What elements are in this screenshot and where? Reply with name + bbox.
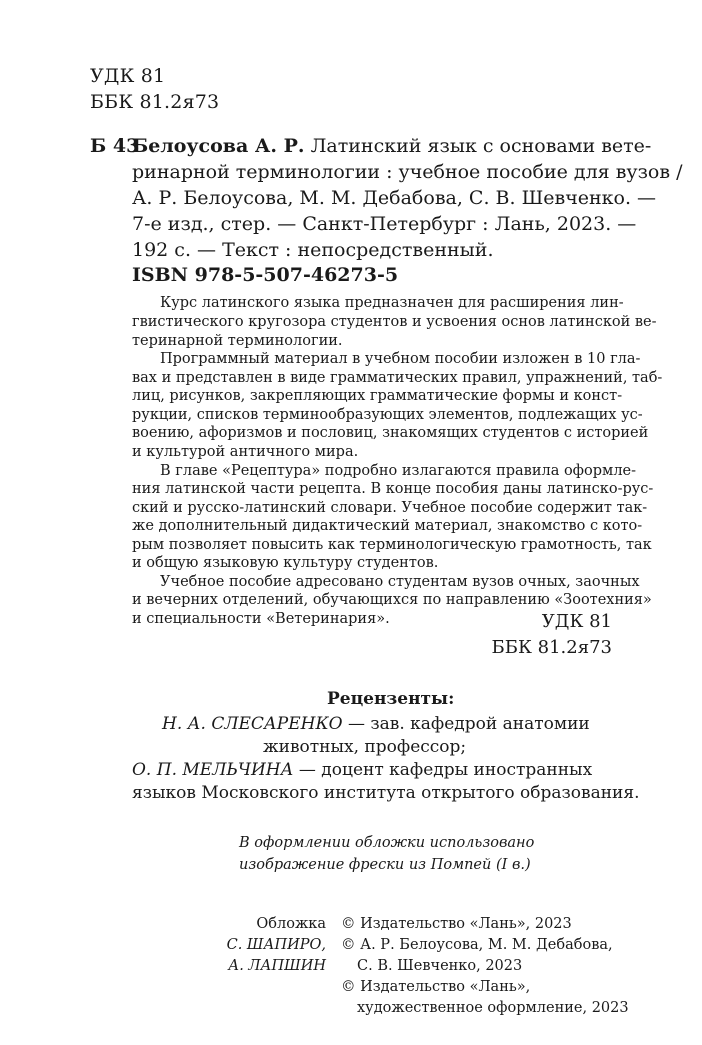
bbk-bottom: ББК 81.2я73 xyxy=(491,637,612,658)
bibliographic-line-5: 192 с. — Текст : непосредственный. xyxy=(132,239,494,261)
reviewer-1-line-2: животных, профессор; xyxy=(263,737,467,757)
reviewer-2 xyxy=(132,759,592,781)
bbk-top: ББК 81.2я73 xyxy=(90,91,220,113)
annotation-line: Программный материал в учебном пособии изложен в 10 гла- xyxy=(160,351,641,367)
annotation-line: теринарной терминологии. xyxy=(132,333,343,349)
cover-designer-1-name: С. ШАПИРО, xyxy=(226,937,326,953)
annotation-line: воению, афоризмов и пословиц, знакомящих студентов с историей xyxy=(132,425,649,441)
annotation-line: и культурой античного мира. xyxy=(132,444,359,460)
bibliographic-line-3: А. Р. Белоусова, М. М. Дебабова, С. В. Шевченко. — xyxy=(132,187,657,209)
annotation-line: и общую языковую культуру студентов. xyxy=(132,555,439,571)
bibliographic-line-4: 7-е изд., стер. — Санкт-Петербург : Лань, 2023. — xyxy=(132,213,637,235)
author-code: Б 43 xyxy=(90,135,140,157)
copyright-line: © Издательство «Лань», xyxy=(341,979,531,995)
copyright-line: © Издательство «Лань», 2023 xyxy=(341,916,572,932)
annotation-line: же дополнительный дидактический материал, знакомство с кото- xyxy=(132,518,643,534)
reviewer-2-line-2: языков Московского института открытого образования. xyxy=(132,783,640,803)
copyright-line: © А. Р. Белоусова, М. М. Дебабова, xyxy=(341,937,613,953)
cover-designer-2 xyxy=(228,956,326,977)
annotation-line: вах и представлен в виде грамматических правил, упражнений, таб- xyxy=(132,370,663,386)
annotation-line: рым позволяет повысить как терминологическую грамотность, так xyxy=(132,537,652,553)
copyright-line: С. В. Шевченко, 2023 xyxy=(357,958,523,974)
reviewer-2-name: О. П. МЕЛЬЧИНА xyxy=(132,760,294,780)
isbn: ISBN 978-5-507-46273-5 xyxy=(132,264,399,286)
reviewer-1-position: — зав. кафедрой анатомии xyxy=(342,714,590,734)
annotation-line: гвистического кругозора студентов и усвоения основ латинской ве- xyxy=(132,314,657,330)
author-name: Белоусова А. Р. xyxy=(132,135,305,157)
annotation-line: ский и русско-латинский словари. Учебное пособие содержит так- xyxy=(132,500,648,516)
annotation-line: и специальности «Ветеринария». xyxy=(132,611,390,627)
cover-design-label: Обложка xyxy=(256,916,326,932)
title-start: Латинский язык с основами вете- xyxy=(304,135,652,157)
cover-designer-1 xyxy=(227,935,326,956)
reviewer-2-position: — доцент кафедры иностранных xyxy=(293,760,593,780)
reviewer-1 xyxy=(162,713,590,735)
cover-designer-2-name: А. ЛАПШИН xyxy=(228,958,326,974)
copyright-line: художественное оформление, 2023 xyxy=(357,1000,629,1016)
bibliographic-line-1 xyxy=(132,133,651,159)
annotation-line: В главе «Рецептура» подробно излагаются правила оформле- xyxy=(160,463,637,479)
reviewers-title: Рецензенты: xyxy=(327,689,455,709)
annotation-line: Учебное пособие адресовано студентам вузов очных, заочных xyxy=(160,574,640,590)
cover-note-line-1: В оформлении обложки использовано xyxy=(239,835,535,851)
bibliographic-line-2: ринарной терминологии : учебное пособие для вузов / xyxy=(132,161,683,183)
cover-note-line-2: изображение фрески из Помпей (I в.) xyxy=(239,857,531,873)
udk-top: УДК 81 xyxy=(90,65,166,87)
annotation-line: и вечерних отделений, обучающихся по направлению «Зоотехния» xyxy=(132,592,652,608)
udk-bottom: УДК 81 xyxy=(541,611,612,632)
annotation-line: лиц, рисунков, закрепляющих грамматические формы и конст- xyxy=(132,388,623,404)
reviewer-1-name: Н. А. СЛЕСАРЕНКО xyxy=(162,714,343,734)
annotation-line: рукции, списков терминообразующих элементов, подлежащих ус- xyxy=(132,407,643,423)
annotation-line: Курс латинского языка предназначен для расширения лин- xyxy=(160,295,624,311)
annotation-line: ния латинской части рецепта. В конце пособия даны латинско-рус- xyxy=(132,481,654,497)
